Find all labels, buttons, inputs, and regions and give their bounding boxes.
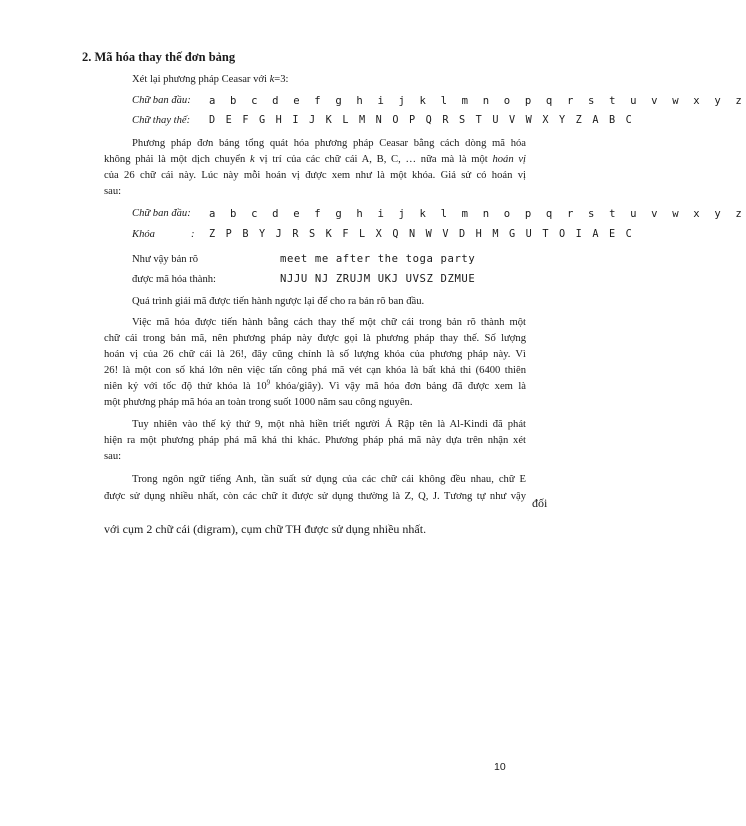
p1-line-2 (104, 153, 526, 167)
p3-line-2: hiện ra một phương pháp phá mã khả thi khác. Phương pháp phá mã này dựa trên nhận xét (104, 435, 526, 446)
p3-line-3: sau: (104, 451, 122, 462)
example-plain-label: Như vậy bản rõ (132, 254, 199, 265)
p2-line-4: 26! là một con số khá lớn nên việc tấn công phá mã vét cạn khóa là bất khả thi (6400 thiên (104, 365, 526, 376)
p4-line-2: được sử dụng nhiều nhất, còn các chữ ít được sử dụng thường là Z, Q, J. Tương tự như vậy (104, 491, 526, 502)
p1-line-4: sau: (104, 186, 122, 197)
p2-line-5-a: niên kỷ với tốc độ thử khóa là 10 (104, 381, 267, 392)
example-ciphertext: NJJU NJ ZRUJM UKJ UVSZ DZMUE (280, 273, 476, 285)
p1-line-1: Phương pháp đơn bảng tổng quát hóa phương pháp Ceasar bằng cách dòng mã hóa (132, 138, 526, 149)
p2-line-3: hoán vị của 26 chữ cái là 26!, đây cũng chính là số lượng khóa của phương pháp này. Vì (104, 349, 526, 360)
p1-line-2-k: k (249, 154, 255, 165)
table2-plain-alphabet: a b c d e f g h i j k l m n o p q r s t u v w x y z (209, 208, 746, 220)
p2-line-5-exponent: 9 (266, 378, 271, 387)
page-number: 10 (494, 761, 506, 773)
p1-line-2-c: hoán vị (492, 154, 526, 165)
p3-line-1: Tuy nhiên vào thế kỷ thứ 9, một nhà hiền triết người Ả Rập tên là Al-Kindi đã phát (132, 419, 526, 430)
p4-line-2-tail: đối (532, 496, 548, 510)
intro-line (132, 73, 289, 87)
decrypt-line: Quá trình giải mã được tiến hành ngược lại để cho ra bản rõ ban đầu. (132, 296, 425, 307)
p2-line-2: chữ cái trong bản mã, nên phương pháp này được gọi là phương pháp thay thế. Số lượng (104, 333, 526, 344)
intro-text: Xét lại phương pháp Ceasar với k=3: (132, 74, 289, 85)
table1-plain-alphabet: a b c d e f g h i j k l m n o p q r s t u v w x y z (209, 95, 746, 107)
table2-plain-label: Chữ ban đầu: (132, 208, 191, 219)
p1-line-2-a: không phải là một dịch chuyển (104, 154, 250, 165)
example-plaintext: meet me after the toga party (280, 253, 476, 265)
p4-line-3: với cụm 2 chữ cái (digram), cụm chữ TH được sử dụng nhiều nhất. (104, 522, 427, 536)
p2-line-5-b: khóa/giây). Vì vậy mã hóa đơn bảng đã được xem là (270, 381, 526, 392)
table2-key-colon: : (191, 229, 195, 240)
p2-line-5 (104, 380, 526, 394)
p4-line-1: Trong ngôn ngữ tiếng Anh, tần suất sử dụng của các chữ cái không đều nhau, chữ E (132, 474, 526, 485)
p1-line-2-b: vị trí của các chữ cái A, B, C, … nữa mà là một (254, 154, 493, 165)
example-cipher-label: được mã hóa thành: (132, 274, 217, 285)
table2-key-alphabet: Z P B Y J R S K F L X Q N W V D H M G U T O I A E C (209, 229, 635, 240)
p2-line-6: một phương pháp mã hóa an toàn trong suốt 1000 năm sau công nguyên. (104, 397, 413, 408)
section-heading: 2. Mã hóa thay thế đơn bảng (82, 50, 236, 64)
table1-sub-alphabet: D E F G H I J K L M N O P Q R S T U V W X Y Z A B C (209, 115, 635, 126)
table1-sub-label: Chữ thay thế: (132, 115, 191, 126)
table1-plain-label: Chữ ban đầu: (132, 95, 191, 106)
p2-line-1: Việc mã hóa được tiến hành bằng cách thay thế một chữ cái trong bản rõ thành một (132, 317, 526, 328)
p1-line-3: của 26 chữ cái này. Lúc này mỗi hoán vị được xem như là một khóa. Giả sử có hoán vị (104, 170, 526, 181)
table2-key-label: Khóa (132, 229, 155, 240)
